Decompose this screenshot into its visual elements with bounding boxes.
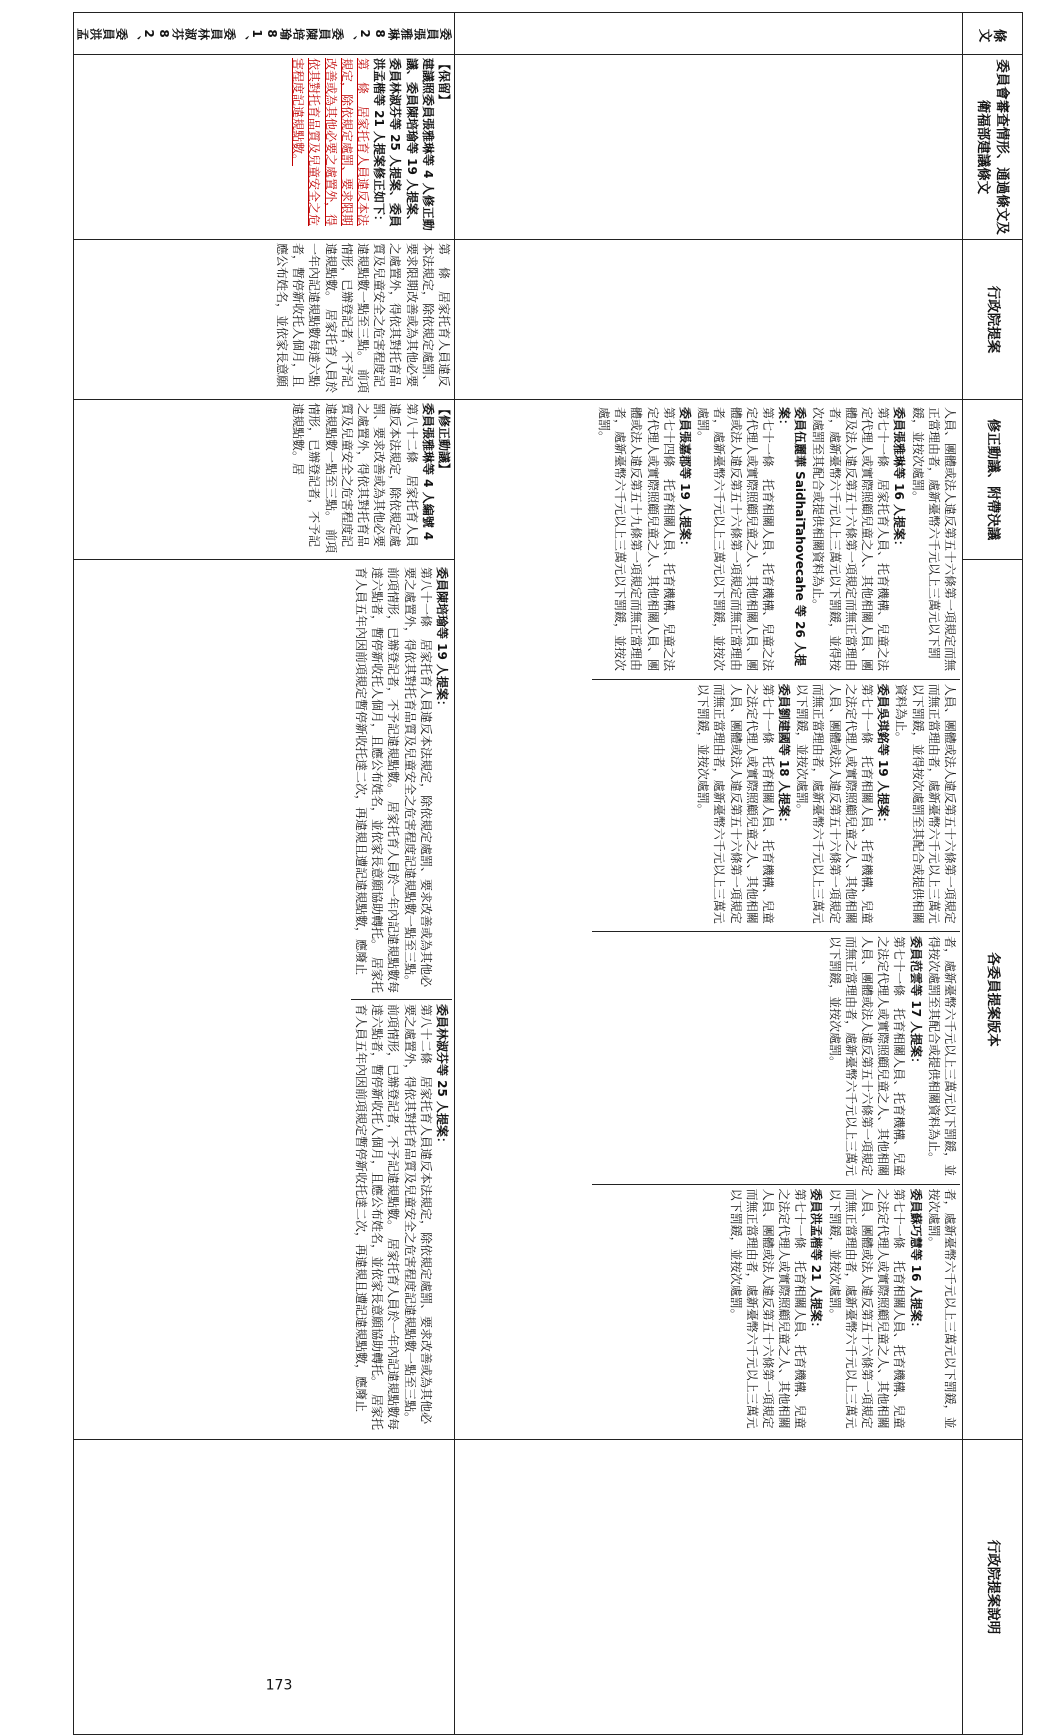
header-review-result: 委員會審查情形、通過條文及衛福部建議條文 xyxy=(963,55,1023,240)
cell-review-result xyxy=(74,55,455,240)
cell-article: 委員張雅琳82、委員陳培瑜81、委員林淑芬82、委員洪孟 xyxy=(74,13,455,55)
list-item: 委員吳琪銘等 19 人提案： 第七十一條 托育相關人員、托育機構、兒童之法定代理人或實際照顧兒童之人、其他相關人員、團體或法人違反第五十六條第一項規定而無正當理由者，處新臺幣六千元以上三萬元以下罰鍰，並按次處罰。 xyxy=(795,683,891,924)
list-item: 委員蘇巧慧等 16 人提案： 第七十一條 托育相關人員、托育機構、兒童之法定代理人或實際照顧兒童之人、其他相關人員、團體或法人違反第五十六條第一項規定而無正當理由者，處新臺幣六千元以上三萬元以下罰鍰，並按次處罰。 xyxy=(827,1188,923,1429)
cell-exec-explanation xyxy=(455,1440,963,1735)
cell-amendment xyxy=(74,400,455,560)
review-text: 建議照委員張雅琳等 4 人修正動議、委員陳培瑜等 19 人提案、委員林淑芬等 25 人提案、委員洪孟楷等 21 人提案修正如下： xyxy=(372,58,435,231)
list-item: 委員張嘉郡等 19 人提案： 第七十四條 托育相關人員、托育機構、兒童之法定代理人或實際照顧兒童之人、其他相關人員、團體或法人違反第五十九條第一項規定而無正當理由者，處新臺幣六千元以上三萬元以下罰鍰，並按次處罰。 xyxy=(597,407,692,672)
list-item: 人員、團體或法人違反第五十六條第一項規定而無正當理由者，處新臺幣六千元以上三萬元以下罰鍰，並按次處罰。 xyxy=(910,407,957,672)
proposal-title: 委員陳培瑜等 19 人提案： xyxy=(435,567,449,713)
list-item: 委員伍麗華 SaidhaiTahovecahe 等 26 人提案： 第七十一條 托育相關人員、托育機構、兒童之法定代理人或實際照顧兒童之人、其他相關人員、團體或法人違反第五十六條第一項規定而無正當理由者，處新臺幣六千元以上三萬元以下罰鍰，並按次處罰。 xyxy=(696,407,808,672)
list-item: 人員、團體或法人違反第五十六條第一項規定而無正當理由者，處新臺幣六千元以上三萬元以下罰鍰，並得按次處罰至其配合或提供相關資料為止。 xyxy=(894,683,957,924)
list-item: 委員洪孟楷等 21 人提案： 第七十一條 托育相關人員、托育機構、兒童之法定代理人或實際照顧兒童之人、其他相關人員、團體或法人違反第五十六條第一項規定而無正當理由者，處新臺幣六千元以上三萬元以下罰鍰，並按次處罰。 xyxy=(728,1188,824,1429)
cell-exec-explanation xyxy=(74,1440,455,1735)
proposal-column xyxy=(592,680,960,932)
header-member-proposals: 各委員提案版本 xyxy=(963,560,1023,1440)
list-item: 者，處新臺幣六千元以上三萬元以下罰鍰，並得按次處罰至其配合或提供相關資料為止。 xyxy=(926,936,957,1177)
list-item: 者，處新臺幣六千元以上三萬元以下罰鍰，並按次處罰。 xyxy=(926,1188,957,1429)
proposal-column xyxy=(351,1000,452,1436)
list-item: 委員劉建國等 18 人提案： 第七十一條 托育相關人員、托育機構、兒童之法定代理人或實際照顧兒童之人、其他相關人員、團體或法人違反第五十六條第一項規定而無正當理由者，處新臺幣六千元以上三萬元以下罰鍰，並按次處罰。 xyxy=(696,683,792,924)
cell-article xyxy=(455,13,963,55)
table-row xyxy=(455,13,963,1735)
amendment-text: 第八十二條 居家托育人員違反本法規定，除依規定處罰、要求改善或為其他必要之處置外，得依其對托育品質及兒童安全之危害程度記違規點數一點至三點。 前項情形，已辦登記者，不予記違規點數。居 xyxy=(291,403,419,554)
page-number: 173 xyxy=(265,1677,293,1694)
list-item: 委員范雲等 17 人提案： 第七十一條 托育相關人員、托育機構、兒童之法定代理人或實際照顧兒童之人、其他相關人員、團體或法人違反第五十六條第一項規定而無正當理由者，處新臺幣六千元以上三萬元以下罰鍰，並按次處罰。 xyxy=(827,936,923,1177)
comparison-table xyxy=(73,12,1023,1735)
amendment-title: 委員張雅琳等 4 人編號 4 xyxy=(420,403,435,541)
header-article: 條文 xyxy=(963,13,1023,55)
table-row xyxy=(74,13,455,1735)
proposal-column xyxy=(351,563,452,1000)
header-executive-proposal: 行政院提案 xyxy=(963,240,1023,400)
review-marker: 【保留】 xyxy=(437,58,451,107)
cell-proposals xyxy=(74,560,455,1440)
amendment-marker: 【修正動議】 xyxy=(437,403,451,476)
cell-proposals xyxy=(455,400,963,1440)
proposal-column xyxy=(592,1185,960,1436)
proposal-text: 第八十一條 居家托育人員違反本法規定，除依規定處罰、要求改善或為其他必要之處置外，得依其對托育品質及兒童安全之危害程度記違規點數一點至三點。 前項情形，已辦登記者，不予記違規點數。 居家托育人員於一年內記違規點數每達六點者，暫停新收托人個月，且應公布姓名，並依家長意願協助轉托。 居家托育人員五年內因前項規定暫停新收托達二次，再違規且遭記違規點數，應廢止 xyxy=(354,567,433,994)
header-row xyxy=(963,13,1023,1735)
review-red-text: 第 條 居家托育人員違反本法規定，除依規定處罰、要求限期改善或為其他必要之處置外，得依其對托育品質及兒童安全之危害程度記違規點數。 xyxy=(291,58,371,227)
cell-executive xyxy=(455,240,963,400)
proposal-column xyxy=(592,932,960,1184)
proposal-column xyxy=(592,403,960,680)
header-amendment: 修正動議、附帶決議 xyxy=(963,400,1023,560)
proposal-title: 委員林淑芬等 25 人提案： xyxy=(435,1004,449,1150)
cell-executive: 第 條 居家托育人員違反本法規定，除依規定處罰、要求限期改善或為其他必要之處置外，得依其對托育品質及兒童安全之危害程度記違規點數一點至三點。 前項情形，已辦登記者，不予記違規點數。 居家托育人員於一年內記違規點數每達六點者，暫停新收托人個月，且應公布姓名，並依家長意願 xyxy=(74,240,455,400)
proposal-text: 第八十二條 居家托育人員違反本法規定，除依規定處罰、要求改善或為其他必要之處置外，得依其對托育品質及兒童安全之危害程度記違規點數一點至三點。 前項情形，已辦登記者，不予記違規點數。 居家托育人員於一年內記違規點數每達六點者，暫停新收托人個月，且應公布姓名，並依家長意願協助轉托。 居家托育人員五年內因前項規定暫停新收托達二次，再違規且遭記違規點數，應廢止 xyxy=(354,1004,433,1431)
header-exec-explanation: 行政院提案說明 xyxy=(963,1440,1023,1735)
cell-review-result xyxy=(455,55,963,240)
list-item: 委員張雅琳等 16 人提案： 第七十一條 居家托育人員、托育機構、兒童之法定代理人或實際照顧兒童之人、其他相關人員、團體及法人違反第五十六條第一項規定而無正當理由者，處新臺幣六千元以上三萬元以下罰鍰，並得按次處罰至其配合或提供相關資料為止。 xyxy=(811,407,907,672)
